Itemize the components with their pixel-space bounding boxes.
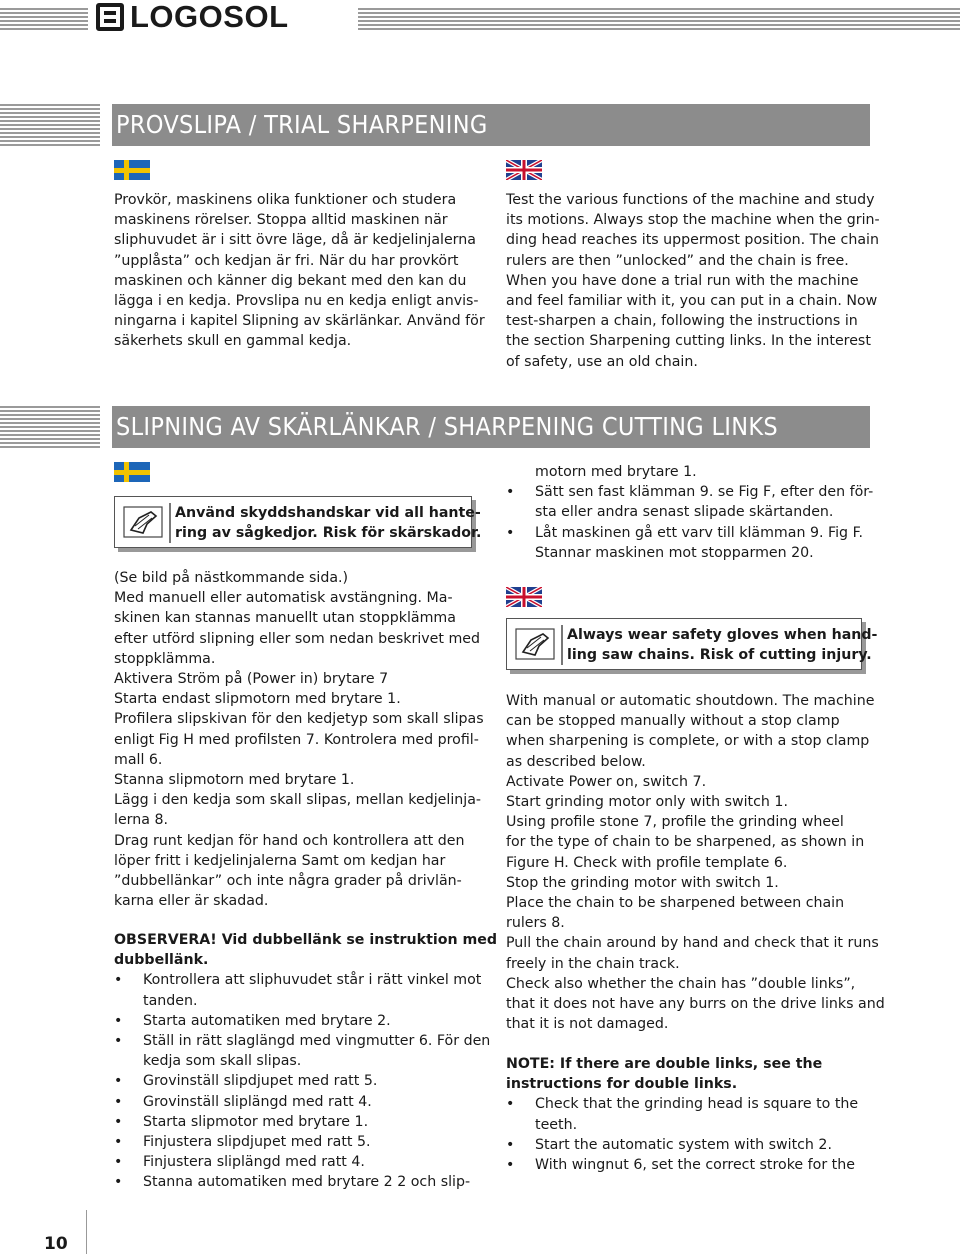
text-line: efter utförd slipning eller som nedan beskrivet med (114, 630, 481, 647)
list-item (114, 1011, 497, 1031)
section-title: PROVSLIPA / TRIAL SHARPENING (116, 110, 488, 139)
list-item (114, 970, 497, 990)
note-line: NOTE: If there are double links, see the (506, 1056, 823, 1072)
en-note-and-steps (506, 1054, 858, 1175)
bullet-icon: • (114, 1012, 123, 1029)
text-line: When you have done a trial run with the machine (506, 272, 859, 289)
text-line: skinen kan stannas manuellt utan stoppklämma (114, 610, 456, 627)
list-item-continuation: tanden. (143, 992, 198, 1009)
list-item-text: Sätt sen fast klämman 9. se Fig F, efter den för- (535, 484, 874, 501)
text-line: its motions. Always stop the machine when the grin- (506, 212, 880, 229)
list-item-text: Finjustera sliplängd med ratt 4. (143, 1154, 365, 1171)
list-item-text: Check that the grinding head is square to the (535, 1096, 859, 1113)
text-line: ding head reaches its uppermost position. The chain (506, 232, 879, 249)
text-line: enligt Fig H med profilsten 7. Kontrolera med profil- (114, 731, 479, 748)
text-line: lerna 8. (114, 812, 168, 829)
text-line: ”upplåsta” och kedjan är fri. När du har provkört (114, 252, 459, 269)
list-item-continuation: kedja som skall slipas. (143, 1053, 302, 1070)
text-line: can be stopped manually without a stop clamp (506, 713, 840, 730)
text-line: Starta endast slipmotorn med brytare 1. (114, 691, 401, 708)
swedish-flag-icon (114, 462, 150, 482)
sv-steps-continued (506, 462, 873, 563)
list-item-text: Ställ in rätt slaglängd med vingmutter 6. För den (143, 1033, 491, 1050)
text-line: for the type of chain to be sharpened, as shown in (506, 834, 865, 851)
list-item (114, 1031, 497, 1051)
uk-flag-icon (506, 587, 542, 607)
warning-text (175, 503, 481, 543)
list-item-text: With wingnut 6, set the correct stroke for the (535, 1157, 855, 1174)
trial-sharpening-en-text (506, 190, 880, 372)
bullet-icon: • (114, 1113, 123, 1130)
logo-text: LOGOSOL (130, 0, 289, 34)
bullet-icon: • (114, 1154, 123, 1171)
list-item-text: Kontrollera att sliphuvudet står i rätt vinkel mot (143, 972, 482, 989)
text-line: Stop the grinding motor with switch 1. (506, 874, 779, 891)
text-line: With manual or automatic shoutdown. The machine (506, 693, 875, 709)
text-line: säkerhets skull en gammal kedja. (114, 333, 352, 350)
list-item-text: Grovinställ sliplängd med ratt 4. (143, 1093, 372, 1110)
trial-sharpening-sv-text (114, 190, 485, 352)
bullet-icon: • (506, 1136, 515, 1153)
list-item (506, 1135, 858, 1155)
list-item-text: Start the automatic system with switch 2. (535, 1136, 832, 1153)
text-line: Aktivera Ström på (Power in) brytare 7 (114, 671, 389, 688)
bullet-icon: • (506, 484, 515, 501)
section-title: SLIPNING AV SKÄRLÄNKAR / SHARPENING CUTTING LINKS (116, 412, 778, 441)
list-item-continuation: motorn med brytare 1. (535, 464, 697, 480)
text-line: (Se bild på nästkommande sida.) (114, 570, 349, 586)
text-line: that it does not have any burrs on the drive links and (506, 996, 885, 1013)
text-line: Start grinding motor only with switch 1. (506, 794, 788, 811)
text-line: that it is not damaged. (506, 1016, 669, 1033)
warning-line: ling saw chains. Risk of cutting injury. (567, 647, 872, 663)
list-item-continuation: sta eller andra senast slipade skärtanden. (535, 504, 834, 521)
list-item-text: Stanna automatiken med brytare 2 2 och slip- (143, 1174, 471, 1191)
bullet-icon: • (506, 1096, 515, 1113)
text-line: Lägg i den kedja som skall slipas, mellan kedjelinja- (114, 792, 482, 809)
list-item-text: Starta automatiken med brytare 2. (143, 1012, 391, 1029)
text-line: ”dubbellänkar” och inte några grader på drivlän- (114, 873, 462, 890)
text-line: löper fritt i kedjelinjalerna Samt om kedjan har (114, 852, 446, 869)
warning-line: ring av sågkedjor. Risk för skärskador. (175, 525, 482, 541)
text-line: ningarna i kapitel Slipning av skärlänkar. Använd för (114, 313, 485, 330)
text-line: Test the various functions of the machine and study (506, 192, 875, 208)
bullet-icon: • (506, 524, 515, 541)
note-line: instructions for double links. (506, 1076, 738, 1093)
text-line: the section Sharpening cutting links. In the interest (506, 333, 871, 350)
bullet-icon: • (114, 972, 123, 989)
sv-note-and-steps (114, 930, 497, 1193)
text-line: test-sharpen a chain, following the instructions in (506, 313, 858, 330)
glove-warning-icon (515, 628, 555, 660)
warning-line: Always wear safety gloves when hand- (567, 627, 878, 643)
sharpening-en-text (506, 691, 885, 1034)
text-line: when sharpening is complete, or with a stop clamp (506, 733, 870, 750)
list-item (114, 1112, 497, 1132)
bullet-icon: • (114, 1073, 123, 1090)
text-line: and feel familiar with it, you can put in a chain. Now (506, 293, 878, 310)
en-safety-warning-box (506, 618, 878, 670)
list-item (506, 1094, 858, 1114)
text-line: Figure H. Check with profile template 6. (506, 854, 788, 871)
text-line: Drag runt kedjan för hand och kontrollera att den (114, 832, 465, 849)
sharpening-sv-text (114, 568, 484, 911)
swedish-flag-icon (114, 160, 150, 180)
text-line: Profilera slipskivan för den kedjetyp som skall slipas (114, 711, 484, 728)
text-line: lägga i en kedja. Provslipa nu en kedja enligt anvis- (114, 293, 479, 310)
note-line: OBSERVERA! Vid dubbellänk se instruktion med (114, 932, 498, 948)
list-item (506, 482, 873, 502)
bullet-icon: • (114, 1174, 123, 1191)
text-line: Activate Power on, switch 7. (506, 773, 707, 790)
text-line: Provkör, maskinens olika funktioner och studera (114, 192, 457, 208)
text-line: Stanna slipmotorn med brytare 1. (114, 772, 355, 789)
list-item (114, 1092, 497, 1112)
list-item-continuation: Stannar maskinen mot stopparmen 20. (535, 544, 814, 561)
text-line: Using profile stone 7, profile the grinding wheel (506, 814, 844, 831)
warning-divider (561, 625, 563, 665)
bullet-icon: • (506, 1157, 515, 1174)
list-item-continuation: teeth. (535, 1116, 578, 1133)
text-line: karna eller är skadad. (114, 893, 269, 910)
section-header-sharpening-cutting-links (0, 406, 870, 448)
warning-text (567, 625, 877, 665)
text-line: stoppklämma. (114, 650, 216, 667)
text-line: Med manuell eller automatisk avstängning. Ma- (114, 590, 453, 607)
list-item-text: Starta slipmotor med brytare 1. (143, 1113, 369, 1130)
text-line: freely in the chain track. (506, 955, 680, 972)
list-item (114, 1172, 497, 1192)
list-item (114, 1132, 497, 1152)
uk-flag-icon (506, 160, 542, 180)
list-item-text: Finjustera slipdjupet med ratt 5. (143, 1134, 371, 1151)
text-line: rulers are then ”unlocked” and the chain is free. (506, 252, 849, 269)
text-line: rulers 8. (506, 915, 565, 932)
bullet-icon: • (114, 1134, 123, 1151)
list-item-text: Grovinställ slipdjupet med ratt 5. (143, 1073, 378, 1090)
warning-divider (169, 503, 171, 543)
section-header-stripes (0, 104, 100, 146)
list-item-text: Låt maskinen gå ett varv till klämman 9. Fig F. (535, 524, 863, 541)
sv-safety-warning-box (114, 496, 482, 548)
list-item (114, 1071, 497, 1091)
text-line: as described below. (506, 753, 646, 770)
footer-divider (86, 1210, 87, 1254)
logo (96, 0, 289, 34)
header-stripes-right (358, 8, 960, 30)
text-line: Check also whether the chain has ”double links”, (506, 975, 856, 992)
text-line: of safety, use an old chain. (506, 353, 698, 370)
list-item (114, 1152, 497, 1172)
header-stripes-left (0, 8, 88, 30)
text-line: Pull the chain around by hand and check that it runs (506, 935, 879, 952)
text-line: maskinens rörelser. Stoppa alltid maskinen när (114, 212, 448, 229)
section-header-stripes (0, 406, 100, 448)
text-line: mall 6. (114, 751, 163, 768)
section-header-trial-sharpening (0, 104, 870, 146)
text-line: Place the chain to be sharpened between chain (506, 895, 845, 912)
page-number: 10 (44, 1234, 68, 1254)
warning-line: Använd skyddshandskar vid all hante- (175, 505, 481, 521)
list-item (506, 1155, 858, 1175)
bullet-icon: • (114, 1093, 123, 1110)
text-line: sliphuvudet är i sitt övre läge, då är kedjelinjalerna (114, 232, 476, 249)
bullet-icon: • (114, 1033, 123, 1050)
text-line: maskinen och känner dig bekant med den kan du (114, 272, 467, 289)
logo-icon (96, 3, 124, 31)
note-line: dubbellänk. (114, 952, 209, 969)
list-item (506, 523, 873, 543)
glove-warning-icon (123, 506, 163, 538)
